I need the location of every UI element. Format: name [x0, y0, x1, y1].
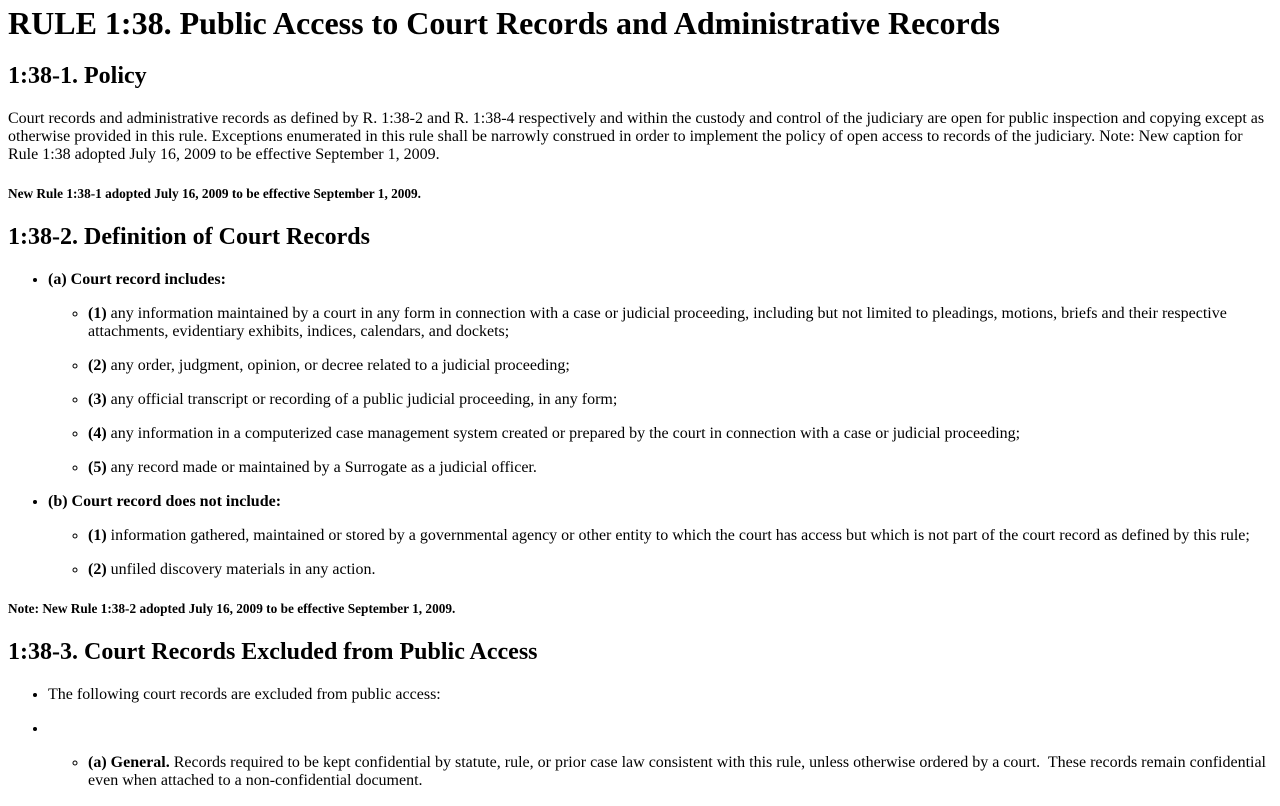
list-item-b: [48, 493, 1272, 579]
sub-list-item: [88, 754, 1272, 790]
item-marker: (5): [88, 459, 107, 476]
list-item-b-sublist: [48, 527, 1272, 579]
section-definitions-heading: 1:38-2. Definition of Court Records: [8, 224, 370, 250]
sub-item-text: [88, 305, 1272, 341]
section-excluded-heading: 1:38-3. Court Records Excluded from Public Access: [8, 639, 538, 665]
item-body: any record made or maintained by a Surrogate as a judicial officer.: [110, 459, 537, 476]
list-item-a-label: (a) Court record includes:: [48, 271, 226, 288]
sub-list-item: [88, 561, 1272, 579]
item-marker: (4): [88, 425, 107, 442]
item-marker: (a) General.: [88, 754, 170, 771]
item-marker: (3): [88, 391, 107, 408]
sub-item-text: [88, 357, 1272, 375]
excluded-intro: • The following court records are excluded from public access:: [48, 686, 441, 703]
item-body: any order, judgment, opinion, or decree related to a judicial proceeding;: [110, 357, 570, 374]
sub-list-item: [88, 459, 1272, 477]
sub-list-item: [88, 527, 1272, 545]
definitions-list: [8, 271, 1272, 579]
list-item-a-sublist: [48, 305, 1272, 477]
item-body: unfiled discovery materials in any action.: [110, 561, 376, 578]
sub-item-text: [88, 527, 1272, 545]
excluded-sublist: [48, 754, 1272, 790]
section-policy-heading: 1:38-1. Policy: [8, 63, 147, 89]
item-marker: (1): [88, 305, 107, 322]
sub-item-text: [88, 391, 1272, 409]
item-body: any information in a computerized case management system created or prepared by the court in connection with a case or judicial proceeding;: [110, 425, 1021, 442]
sub-item-text: [88, 459, 1272, 477]
item-body: information gathered, maintained or stored by a governmental agency or other entity to which the court has access but which is not part of the court record as defined by this rule;: [110, 527, 1250, 544]
item-marker: (2): [88, 357, 107, 374]
item-marker: (1): [88, 527, 107, 544]
item-body: any information maintained by a court in any form in connection with a case or judicial proceeding, including but not limited to pleadings, motions, briefs and their respective attachments, evidentiary exhibits, indices, calendars, and dockets;: [88, 305, 1227, 340]
empty-list-item: [48, 720, 1272, 790]
sub-list-item: [88, 391, 1272, 409]
page-title: RULE 1:38. Public Access to Court Records and Administrative Records: [8, 5, 1000, 41]
sub-item-text: [88, 425, 1272, 443]
list-item-b-label: (b) Court record does not include:: [48, 493, 282, 510]
definitions-note: Note: New Rule 1:38-2 adopted July 16, 2009 to be effective September 1, 2009.: [8, 601, 456, 616]
sub-list-item: [88, 425, 1272, 443]
policy-note: New Rule 1:38-1 adopted July 16, 2009 to be effective September 1, 2009.: [8, 186, 422, 201]
sub-list-item: [88, 357, 1272, 375]
sub-list-item: [88, 305, 1272, 341]
item-body: Records required to be kept confidential by statute, rule, or prior case law consistent with this rule, unless otherwise ordered by a court. These records remain confidential even when attached to a non-confidential document.: [88, 754, 1266, 789]
item-marker: (2): [88, 561, 107, 578]
excluded-list: [8, 686, 1272, 790]
list-item-a: [48, 271, 1272, 477]
item-body: any official transcript or recording of a public judicial proceeding, in any form;: [110, 391, 618, 408]
sub-item-text: [88, 754, 1272, 790]
sub-item-text: [88, 561, 1272, 579]
policy-paragraph: Court records and administrative records as defined by R. 1:38-2 and R. 1:38-4 respectively and within the custody and control of the judiciary are open for public inspection and copying except as otherwise provided in this rule. Exceptions enumerated in this rule shall be narrowly construed in order to implement the policy of open access to records of the judiciary. Note: New caption for Rule 1:38 adopted July 16, 2009 to be effective September 1, 2009.: [8, 110, 1265, 163]
excluded-intro-item: [48, 686, 1272, 704]
